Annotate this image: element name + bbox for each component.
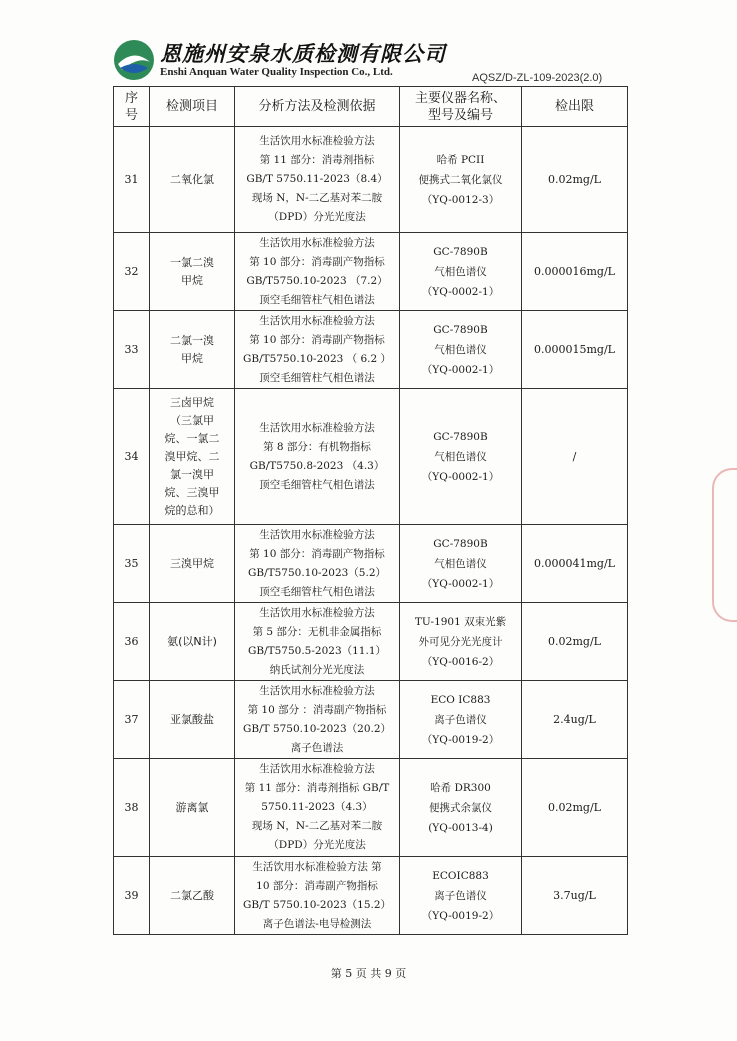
cell-method-line: 第 10 部分：消毒副产物指标 bbox=[249, 547, 385, 560]
cell-method-line: 离子色谱法-电导检测法 bbox=[262, 917, 372, 930]
cell-method bbox=[235, 525, 400, 603]
cell-instrument-line: 离子色谱仪 bbox=[434, 889, 487, 902]
cell-method-line: 5750.11-2023（4.3） bbox=[261, 801, 373, 813]
table-row bbox=[114, 389, 628, 525]
cell-method-line: 生活饮用水标准检验方法 bbox=[259, 135, 375, 147]
page-number: 第 5 页 共 9 页 bbox=[330, 967, 407, 980]
cell-method bbox=[235, 311, 400, 389]
cell-item-line: 亚氯酸盐 bbox=[170, 712, 214, 726]
cell-limit: 0.000041mg/L bbox=[522, 525, 628, 603]
cell-method-line: 顶空毛细管柱气相色谱法 bbox=[259, 371, 375, 384]
cell-item bbox=[150, 127, 235, 233]
cell-instrument-line: GC-7890B bbox=[433, 430, 488, 443]
cell-method bbox=[235, 681, 400, 759]
cell-item-line: 二氧化氯 bbox=[170, 172, 214, 186]
cell-item bbox=[150, 389, 235, 525]
cell-limit: 0.000016mg/L bbox=[522, 233, 628, 311]
cell-method-line: GB/T 5750.10-2023（15.2） bbox=[242, 898, 392, 911]
cell-method-line: 现场 N，N-二乙基对苯二胺 bbox=[251, 820, 383, 832]
cell-item bbox=[150, 857, 235, 935]
cell-method-line: 生活饮用水标准检验方法 bbox=[259, 763, 375, 775]
cell-no: 35 bbox=[114, 525, 150, 603]
cell-limit: / bbox=[522, 389, 628, 525]
cell-instrument-line: 离子色谱仪 bbox=[434, 713, 487, 726]
cell-method bbox=[235, 127, 400, 233]
header-method: 分析方法及检测依据 bbox=[235, 87, 400, 127]
cell-limit: 0.02mg/L bbox=[522, 127, 628, 233]
header-item: 检测项目 bbox=[150, 87, 235, 127]
cell-instrument-line: 气相色谱仪 bbox=[434, 450, 487, 463]
cell-no: 37 bbox=[114, 681, 150, 759]
cell-method-line: GB/T 5750.10-2023（20.2） bbox=[242, 722, 392, 735]
cell-no: 36 bbox=[114, 603, 150, 681]
cell-method-line: 生活饮用水标准检验方法 bbox=[259, 236, 375, 249]
cell-instrument bbox=[400, 525, 522, 603]
cell-instrument bbox=[400, 311, 522, 389]
cell-instrument bbox=[400, 681, 522, 759]
cell-limit: 0.02mg/L bbox=[522, 603, 628, 681]
cell-instrument-line: （YQ-0002-1） bbox=[421, 470, 500, 483]
cell-limit: 0.02mg/L bbox=[522, 759, 628, 857]
cell-method-line: 顶空毛细管柱气相色谱法 bbox=[259, 585, 375, 598]
cell-method-line: GB/T5750.10-2023 （ 6.2 ） bbox=[242, 352, 392, 365]
header-no: 序 号 bbox=[114, 87, 150, 127]
cell-instrument bbox=[400, 127, 522, 233]
test-methods-table bbox=[113, 86, 628, 935]
table-row bbox=[114, 681, 628, 759]
cell-method-line: （DPD）分光光度法 bbox=[268, 839, 366, 851]
cell-method-line: 第 10 部分：消毒副产物指标 bbox=[249, 333, 385, 346]
cell-item bbox=[150, 311, 235, 389]
cell-item-line: （三氯甲 bbox=[170, 413, 214, 427]
cell-method-line: 第 11 部分：消毒剂指标 GB/T bbox=[244, 782, 390, 794]
cell-item-line: 氯一溴甲 bbox=[170, 467, 214, 481]
cell-method-line: 生活饮用水标准检验方法 bbox=[259, 606, 375, 619]
cell-method-line: GB/T 5750.11-2023（8.4） bbox=[246, 173, 388, 185]
cell-limit: 0.000015mg/L bbox=[522, 311, 628, 389]
cell-item-line: 烷、三溴甲 bbox=[164, 485, 220, 499]
cell-instrument-line: (YQ-0013-4) bbox=[428, 821, 493, 834]
cell-item-line: 一氯二溴 bbox=[170, 255, 214, 269]
document-code: AQSZ/D-ZL-109-2023(2.0) bbox=[472, 72, 603, 84]
cell-method bbox=[235, 857, 400, 935]
cell-method-line: 生活饮用水标准检验方法 bbox=[259, 421, 375, 434]
cell-method-line: GB/T5750.8-2023 （4.3） bbox=[249, 459, 385, 472]
cell-no: 38 bbox=[114, 759, 150, 857]
header-instrument: 主要仪器名称、 型号及编号 bbox=[400, 87, 522, 127]
cell-item-line: 氨(以N计) bbox=[167, 634, 217, 648]
cell-instrument-line: （YQ-0002-1） bbox=[421, 285, 500, 298]
cell-method-line: 10 部分：消毒副产物指标 bbox=[256, 879, 378, 892]
cell-item-line: 游离氯 bbox=[175, 800, 209, 814]
cell-limit: 3.7ug/L bbox=[522, 857, 628, 935]
table-header-row bbox=[114, 87, 628, 127]
cell-item bbox=[150, 525, 235, 603]
cell-no: 33 bbox=[114, 311, 150, 389]
cell-instrument-line: 气相色谱仪 bbox=[434, 343, 487, 356]
cell-item bbox=[150, 681, 235, 759]
cell-method-line: 离子色谱法 bbox=[290, 741, 344, 754]
cell-instrument bbox=[400, 603, 522, 681]
cell-instrument-line: 气相色谱仪 bbox=[434, 265, 487, 278]
cell-instrument-line: 哈希 DR300 bbox=[430, 781, 491, 794]
cell-method-line: 生活饮用水标准检验方法 bbox=[259, 528, 375, 541]
table-row bbox=[114, 311, 628, 389]
seal-stamp-fragment bbox=[712, 468, 737, 622]
cell-no: 34 bbox=[114, 389, 150, 525]
cell-instrument bbox=[400, 759, 522, 857]
cell-item-line: 甲烷 bbox=[181, 351, 203, 365]
cell-item-line: 溴甲烷、二 bbox=[164, 449, 220, 463]
cell-no: 31 bbox=[114, 127, 150, 233]
header-limit: 检出限 bbox=[522, 87, 628, 127]
cell-instrument-line: 便携式余氯仪 bbox=[429, 801, 492, 814]
table-row bbox=[114, 233, 628, 311]
cell-method bbox=[235, 759, 400, 857]
cell-instrument-line: （YQ-0012-3） bbox=[421, 193, 500, 206]
table-row bbox=[114, 525, 628, 603]
cell-method bbox=[235, 603, 400, 681]
table-row bbox=[114, 759, 628, 857]
cell-method-line: 生活饮用水标准检验方法 bbox=[259, 314, 375, 327]
cell-instrument-line: （YQ-0002-1） bbox=[421, 363, 500, 376]
cell-item bbox=[150, 233, 235, 311]
cell-item bbox=[150, 759, 235, 857]
cell-method-line: 现场 N，N-二乙基对苯二胺 bbox=[251, 192, 383, 204]
cell-no: 32 bbox=[114, 233, 150, 311]
cell-instrument-line: GC-7890B bbox=[433, 537, 488, 550]
cell-method-line: 第 10 部分 ：消毒副产物指标 bbox=[247, 703, 387, 716]
cell-instrument-line: （YQ-0016-2） bbox=[421, 655, 500, 668]
cell-instrument-line: TU-1901 双束光紫 bbox=[414, 615, 507, 628]
company-logo-icon bbox=[112, 38, 156, 82]
cell-instrument-line: 哈希 PCII bbox=[436, 153, 485, 166]
cell-instrument-line: ECOIC883 bbox=[432, 869, 489, 882]
cell-method-line: GB/T5750.10-2023 （7.2） bbox=[246, 274, 388, 287]
cell-method bbox=[235, 233, 400, 311]
cell-instrument-line: GC-7890B bbox=[433, 245, 488, 258]
cell-instrument-line: 外可见分光光度计 bbox=[418, 635, 503, 648]
cell-method-line: GB/T5750.10-2023（5.2） bbox=[247, 566, 387, 579]
cell-method-line: 顶空毛细管柱气相色谱法 bbox=[259, 293, 375, 306]
table-row bbox=[114, 603, 628, 681]
cell-item-line: 甲烷 bbox=[181, 273, 203, 287]
cell-no: 39 bbox=[114, 857, 150, 935]
cell-item-line: 烷的总和） bbox=[164, 503, 220, 517]
cell-method-line: 第 5 部分：无机非金属指标 bbox=[252, 625, 382, 638]
cell-instrument-line: 气相色谱仪 bbox=[434, 557, 487, 570]
cell-method-line: 第 11 部分：消毒剂指标 bbox=[259, 154, 375, 166]
table-row bbox=[114, 127, 628, 233]
cell-instrument bbox=[400, 233, 522, 311]
cell-method-line: 生活饮用水标准检验方法 bbox=[259, 684, 375, 697]
cell-item-line: 二氯乙酸 bbox=[170, 888, 214, 902]
company-name-cn: 恩施州安泉水质检测有限公司 bbox=[160, 41, 446, 66]
cell-method-line: 顶空毛细管柱气相色谱法 bbox=[259, 478, 375, 491]
cell-instrument-line: （YQ-0019-2） bbox=[421, 733, 500, 746]
cell-item-line: 三卤甲烷 bbox=[170, 395, 214, 409]
cell-instrument-line: （YQ-0019-2） bbox=[421, 909, 500, 922]
cell-limit: 2.4ug/L bbox=[522, 681, 628, 759]
table-row bbox=[114, 857, 628, 935]
cell-method-line: （DPD）分光光度法 bbox=[268, 211, 366, 223]
cell-method-line: GB/T5750.5-2023（11.1） bbox=[247, 644, 387, 657]
cell-instrument bbox=[400, 389, 522, 525]
cell-instrument-line: ECO IC883 bbox=[430, 693, 491, 706]
cell-instrument-line: GC-7890B bbox=[433, 323, 488, 336]
cell-method-line: 纳氏试剂分光光度法 bbox=[269, 663, 365, 676]
cell-instrument bbox=[400, 857, 522, 935]
cell-method bbox=[235, 389, 400, 525]
cell-item-line: 烷、一氯二 bbox=[164, 431, 220, 445]
cell-item bbox=[150, 603, 235, 681]
cell-item-line: 三溴甲烷 bbox=[170, 556, 214, 570]
company-name-en: Enshi Anquan Water Quality Inspection Co., Ltd. bbox=[160, 66, 393, 78]
cell-method-line: 生活饮用水标准检验方法 第 bbox=[252, 860, 382, 873]
cell-instrument-line: （YQ-0002-1） bbox=[421, 577, 500, 590]
cell-method-line: 第 10 部分：消毒副产物指标 bbox=[249, 255, 385, 268]
cell-method-line: 第 8 部分：有机物指标 bbox=[263, 440, 371, 453]
cell-item-line: 二氯一溴 bbox=[170, 333, 214, 347]
cell-instrument-line: 便携式二氧化氯仪 bbox=[418, 173, 503, 186]
